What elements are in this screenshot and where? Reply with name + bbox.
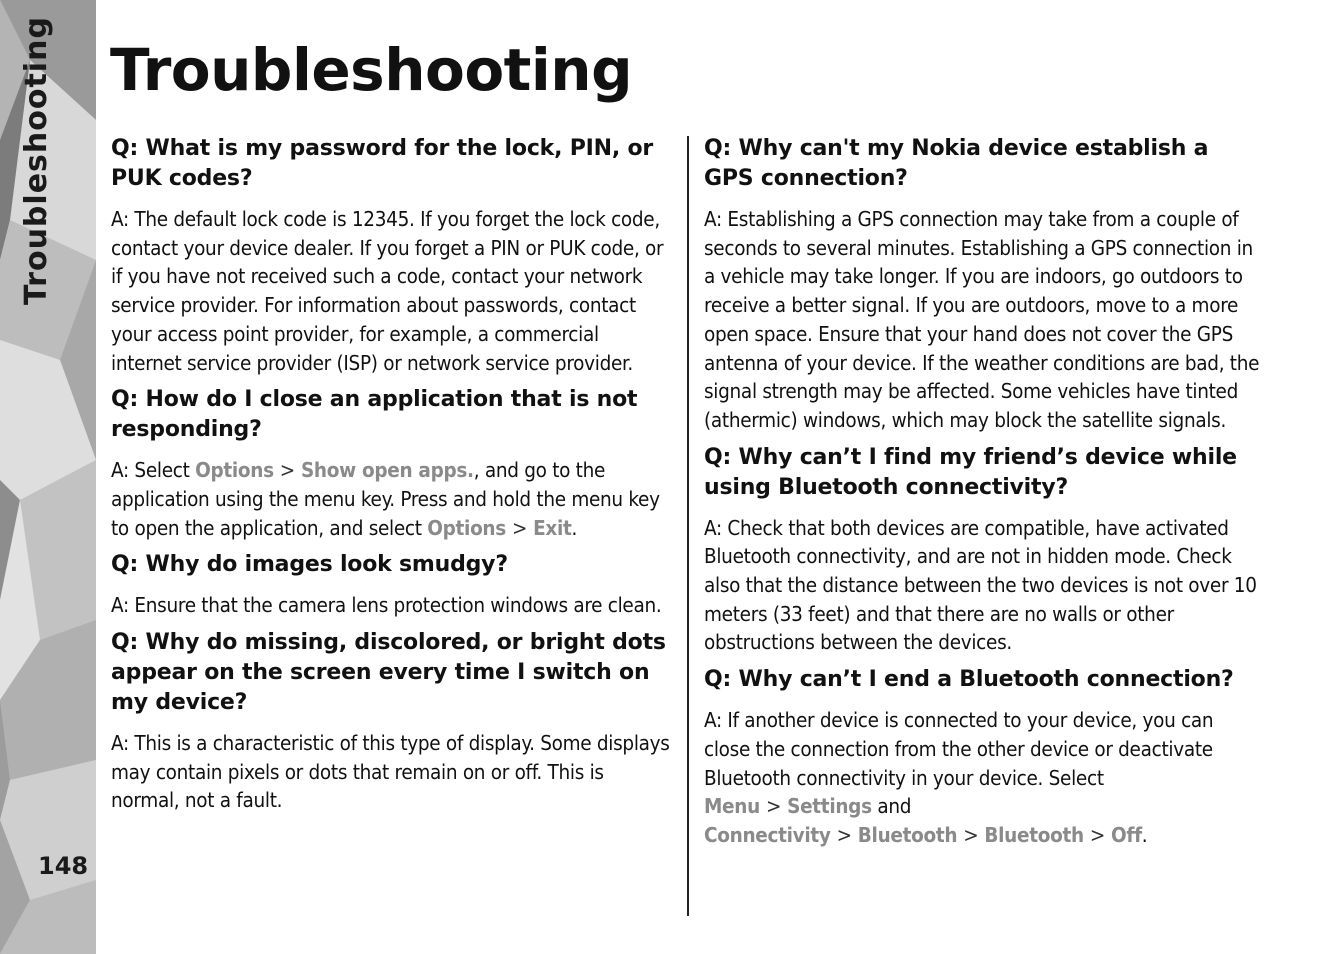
sidebar (0, 0, 96, 954)
question-find-friend-device: Q: Why can’t I find my friend’s device while using Bluetooth connectivity? (704, 444, 1237, 500)
menu-path-settings: Settings (787, 794, 872, 819)
column-divider (687, 136, 689, 916)
answer-text: . (571, 515, 578, 540)
answer-display-dots: A: This is a characteristic of this type of display. Some displays may contain pixels or dots that remain on or off. This is normal, not a fault. (111, 731, 670, 813)
answer-text: . (1141, 822, 1148, 847)
menu-separator: > (511, 515, 528, 540)
answer-gps-connection: A: Establishing a GPS connection may take from a couple of seconds to several minutes. Establishing a GPS connection in a vehicle may take longer. If you are indoors, go outdoors to receive a better signal. If you are outdoors, move to a more open space. Ensure that your hand does not cover the GPS antenna of your device. If the weather conditions are bad, the signal strength may be affected. Some vehicles have tinted (athermic) windows, which may block the satellite signals. (704, 207, 1260, 432)
page-title: Troubleshooting (110, 36, 633, 104)
menu-path-bluetooth: Bluetooth (857, 822, 958, 847)
answer-lock-codes: A: The default lock code is 12345. If you forget the lock code, contact your device dealer. If you forget a PIN or PUK code, or if you have not received such a code, contact your network service provider. For information about passwords, contact your access point provider, for example, a commercial internet service provider (ISP) or network service provider. (111, 207, 664, 375)
question-close-application: Q: How do I close an application that is not responding? (111, 387, 638, 443)
menu-separator: > (836, 822, 852, 847)
menu-path-off: Off (1110, 822, 1142, 847)
question-smudgy-images: Q: Why do images look smudgy? (111, 552, 508, 578)
page-number: 148 (38, 852, 89, 880)
answer-text: A: If another device is connected to your device, you can close the connection from the other device or deactivate Bluetooth connectivity in your device. Select (704, 708, 1214, 790)
question-gps-connection: Q: Why can't my Nokia device establish a GPS connection? (704, 136, 1209, 191)
right-column (704, 134, 1264, 858)
menu-separator: > (279, 458, 295, 483)
answer-text: A: Select (111, 458, 196, 483)
menu-path-menu: Menu (704, 794, 760, 819)
answer-text: and (871, 794, 912, 819)
menu-path-bluetooth: Bluetooth (984, 822, 1084, 847)
menu-separator: > (963, 822, 979, 847)
menu-path-exit: Exit (533, 515, 572, 540)
menu-path-show-open-apps: Show open apps. (300, 458, 474, 483)
question-lock-codes: Q: What is my password for the lock, PIN, or PUK codes? (111, 136, 654, 191)
menu-separator: > (1089, 822, 1105, 847)
left-column (111, 134, 671, 823)
question-display-dots: Q: Why do missing, discolored, or bright dots appear on the screen every time I switch on my device? (111, 630, 666, 716)
answer-find-friend-device: A: Check that both devices are compatible, have activated Bluetooth connectivity, and are not in hidden mode. Check also that the distance between the two devices is not over 10 meters (33 feet) and that there are no walls or other obstructions between the devices. (704, 515, 1257, 655)
question-end-bluetooth: Q: Why can’t I end a Bluetooth connection? (704, 667, 1234, 693)
answer-text: , and go to the application using the menu key. Press and hold the menu key to open the application, and select (111, 458, 660, 540)
sidebar-section-title: Troubleshooting (19, 16, 54, 305)
answer-smudgy-images: A: Ensure that the camera lens protection windows are clean. (111, 593, 662, 618)
menu-path-connectivity: Connectivity (704, 822, 831, 847)
answer-end-bluetooth (704, 706, 1264, 850)
answer-close-application (111, 456, 671, 542)
menu-path-options: Options (195, 458, 274, 483)
menu-path-options: Options (427, 515, 506, 540)
menu-separator: > (765, 794, 782, 819)
